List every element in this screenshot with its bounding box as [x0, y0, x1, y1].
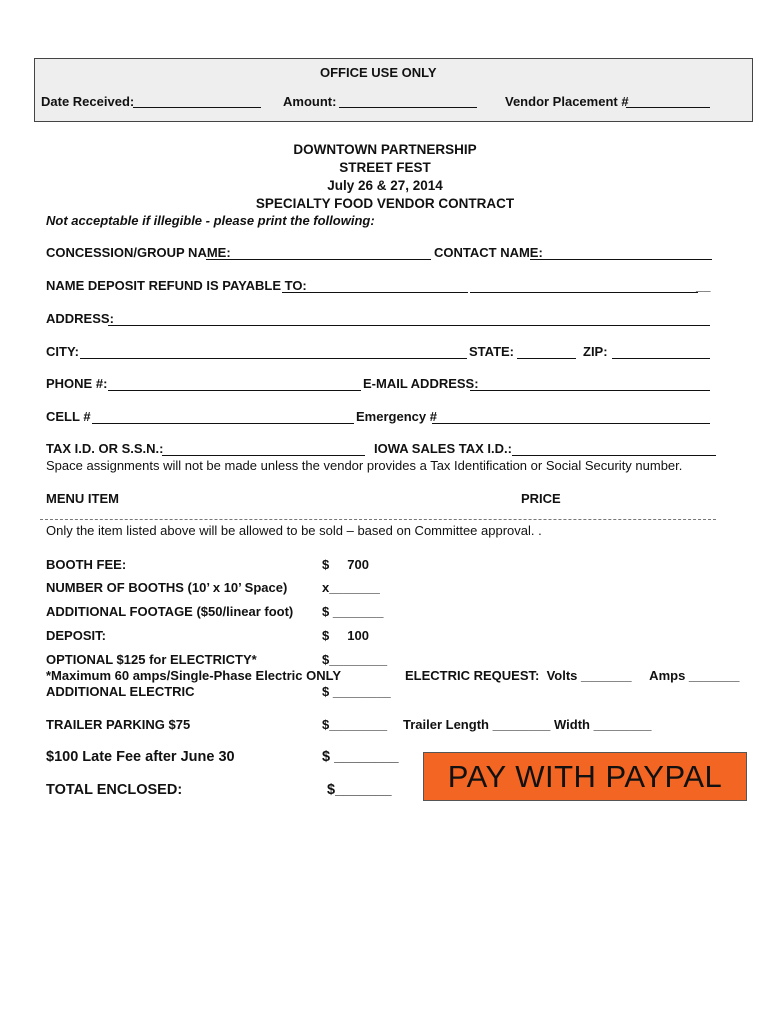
trailer-parking-field[interactable]: $________: [322, 717, 388, 732]
max-amps-note: *Maximum 60 amps/Single-Phase Electric ONLY: [46, 668, 342, 683]
number-of-booths-field[interactable]: x_______: [322, 580, 380, 595]
additional-footage-label: ADDITIONAL FOOTAGE ($50/linear foot): [46, 604, 294, 619]
refund-tail: __: [696, 278, 711, 293]
city-label: CITY:: [46, 344, 79, 359]
amount-label: Amount:: [283, 94, 337, 109]
pay-with-paypal-button[interactable]: PAY WITH PAYPAL: [423, 752, 747, 801]
number-of-booths-label: NUMBER OF BOOTHS (10’ x 10’ Space): [46, 580, 288, 595]
electricity-label: OPTIONAL $125 for ELECTRICTY*: [46, 652, 257, 667]
refund-payee-field-cont[interactable]: [470, 292, 698, 293]
booth-fee-value: $ 700: [322, 557, 369, 572]
tax-requirement-note: Space assignments will not be made unless the vendor provides a Tax Identification or Social Security number.: [46, 458, 683, 473]
org-name: DOWNTOWN PARTNERSHIP: [293, 142, 477, 157]
zip-label: ZIP:: [583, 344, 608, 359]
menu-item-header: MENU ITEM: [46, 491, 119, 506]
email-field[interactable]: [470, 390, 710, 391]
instruction-text: Not acceptable if illegible - please print the following:: [46, 213, 375, 228]
additional-electric-label: ADDITIONAL ELECTRIC: [46, 684, 195, 699]
contact-name-label: CONTACT NAME:: [434, 245, 543, 260]
state-label: STATE:: [469, 344, 515, 359]
deposit-value: $ 100: [322, 628, 369, 643]
date-received-field[interactable]: [133, 107, 261, 108]
state-field[interactable]: [517, 358, 576, 359]
tax-id-field[interactable]: [162, 455, 365, 456]
event-dates: July 26 & 27, 2014: [327, 178, 443, 193]
total-enclosed-label: TOTAL ENCLOSED:: [46, 782, 183, 798]
cell-field[interactable]: [92, 423, 354, 424]
amount-field[interactable]: [339, 107, 477, 108]
electric-request-field[interactable]: ELECTRIC REQUEST: Volts _______ Amps _______: [405, 668, 740, 683]
date-received-label: Date Received:: [41, 94, 135, 109]
tax-id-label: TAX I.D. OR S.S.N.:: [46, 441, 164, 456]
menu-item-field[interactable]: [40, 519, 716, 520]
office-use-title: OFFICE USE ONLY: [320, 65, 437, 80]
email-label: E-MAIL ADDRESS:: [363, 376, 479, 391]
vendor-placement-label: Vendor Placement #: [505, 94, 629, 109]
concession-name-field[interactable]: [206, 259, 431, 260]
iowa-sales-tax-label: IOWA SALES TAX I.D.:: [374, 441, 512, 456]
phone-field[interactable]: [108, 390, 361, 391]
deposit-label: DEPOSIT:: [46, 628, 106, 643]
electricity-field[interactable]: $________: [322, 652, 388, 667]
event-name: STREET FEST: [339, 160, 431, 175]
emergency-field[interactable]: [432, 423, 710, 424]
emergency-label: Emergency #: [356, 409, 437, 424]
refund-payee-field[interactable]: [282, 292, 468, 293]
late-fee-field[interactable]: $ ________: [322, 749, 399, 765]
zip-field[interactable]: [612, 358, 710, 359]
city-field[interactable]: [80, 358, 467, 359]
refund-payee-label: NAME DEPOSIT REFUND IS PAYABLE TO:: [46, 278, 307, 293]
address-label: ADDRESS:: [46, 311, 114, 326]
iowa-sales-tax-field[interactable]: [512, 455, 716, 456]
phone-label: PHONE #:: [46, 376, 108, 391]
vendor-placement-field[interactable]: [626, 107, 710, 108]
trailer-dimensions-field[interactable]: Trailer Length ________ Width ________: [403, 717, 652, 732]
contact-name-field[interactable]: [530, 259, 712, 260]
menu-approval-note: Only the item listed above will be allowed to be sold – based on Committee approval. .: [46, 523, 542, 538]
additional-electric-field[interactable]: $ ________: [322, 684, 391, 699]
trailer-parking-label: TRAILER PARKING $75: [46, 717, 191, 732]
additional-footage-field[interactable]: $ _______: [322, 604, 384, 619]
address-field[interactable]: [108, 325, 710, 326]
cell-label: CELL #: [46, 409, 91, 424]
late-fee-label: $100 Late Fee after June 30: [46, 749, 235, 765]
document-title: SPECIALTY FOOD VENDOR CONTRACT: [255, 196, 515, 211]
price-header: PRICE: [521, 491, 561, 506]
total-enclosed-field[interactable]: $_______: [327, 782, 392, 798]
concession-name-label: CONCESSION/GROUP NAME:: [46, 245, 231, 260]
booth-fee-label: BOOTH FEE:: [46, 557, 127, 572]
